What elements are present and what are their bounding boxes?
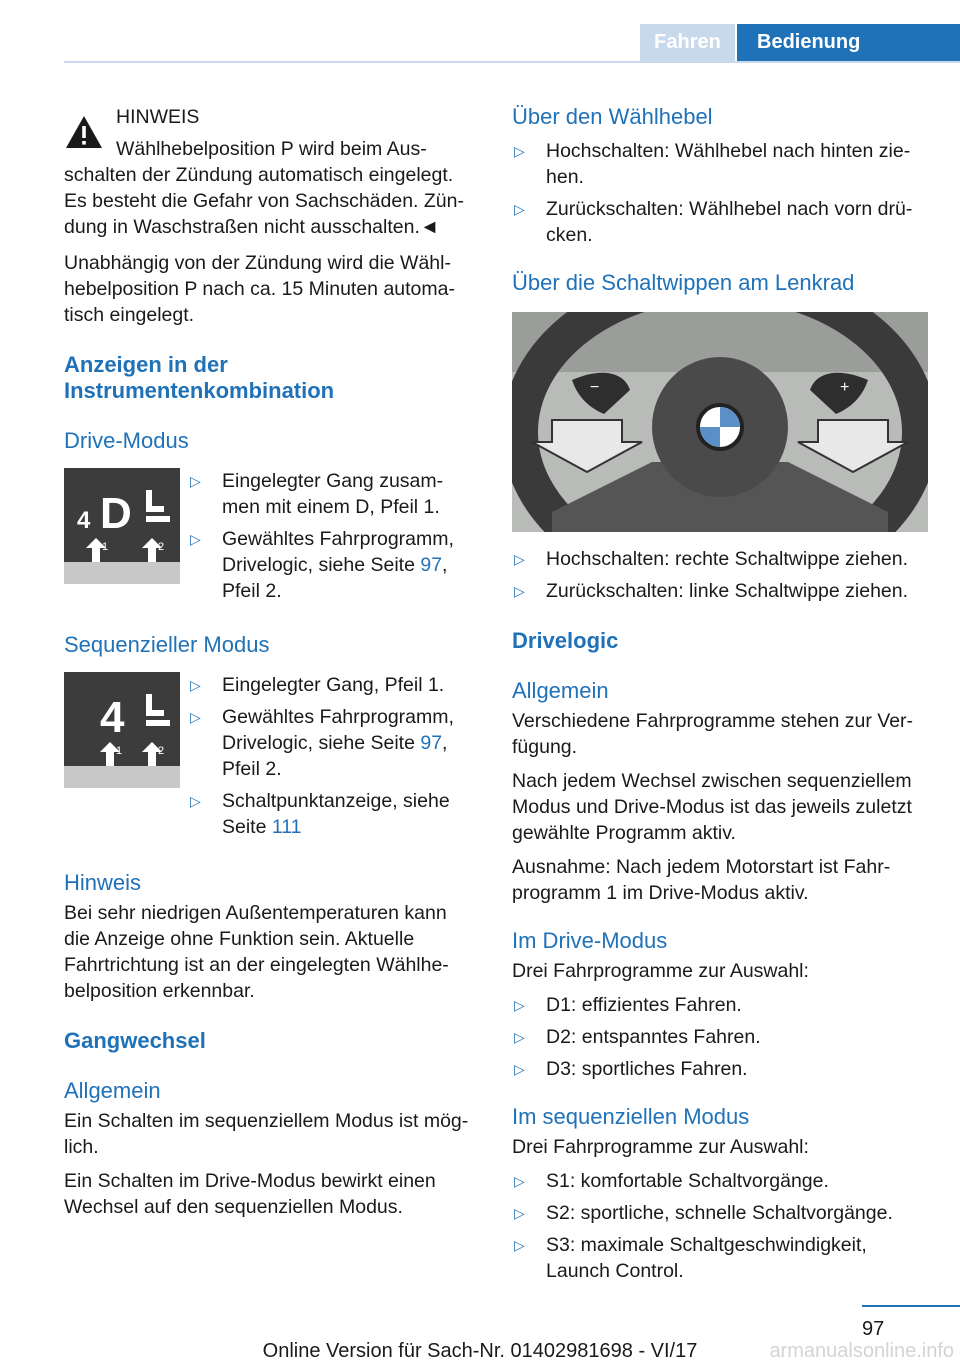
seq-display-image [64, 672, 180, 788]
footer-rule [862, 1305, 960, 1307]
drive-list [188, 468, 478, 604]
seq-display-gear: 4 [100, 693, 125, 742]
gang-text-2: Ein Schalten im Drive-Modus bewirkt einen Wechsel auf den sequenziellen Modus. [64, 1170, 436, 1218]
heading-drivelogic: Drivelogic [512, 628, 619, 653]
list-item: ▷ S1: komfortable Schaltvorgänge. [514, 1170, 829, 1192]
footer-online-version: Online Version für Sach-Nr. 01402981698 - VI/17 [262, 1340, 698, 1362]
drive-section [64, 468, 474, 602]
wheel-plus: + [840, 379, 850, 396]
drive-arrow-2: 2 [158, 541, 165, 553]
list-item: ▷ Gewähltes Fahrprogramm, Drivelogic, siehe Seite 97, Pfeil 2. [190, 706, 454, 780]
imdrive-intro: Drei Fahrprogramme zur Auswahl: [512, 960, 809, 982]
wheel-minus: − [590, 379, 600, 396]
header-rule [64, 61, 960, 63]
page-link-97[interactable]: 97 [420, 554, 443, 576]
tab-bedienung[interactable]: Bedienung [737, 24, 960, 61]
page-link-97[interactable]: 97 [420, 732, 443, 754]
seq-arrow-1: 1 [116, 745, 123, 757]
intro-text: Unabhängig von der Zündung wird die Wähl-hebelposition P nach ca. 15 Minuten automa-tisch eingelegt. [64, 252, 455, 326]
list-item: ▷ S3: maximale Schaltgeschwindigkeit, Launch Control. [514, 1234, 867, 1282]
list-item: ▷ Zurückschalten: Wählhebel nach vorn drü-cken. [514, 198, 913, 246]
seq-arrow-2: 2 [158, 745, 165, 757]
list-item: ▷ Zurückschalten: linke Schaltwippe ziehen. [514, 580, 909, 602]
imseq-list [512, 1168, 930, 1284]
imseq-intro: Drei Fahrprogramme zur Auswahl: [512, 1136, 809, 1158]
list-item: ▷ Schaltpunktanzeige, siehe Seite 111 [190, 790, 450, 838]
drive-display-gear: D [100, 489, 132, 538]
heading-sequenzieller-modus: Sequenzieller Modus [64, 632, 270, 657]
watermark: armanualsonline.info [769, 1340, 954, 1362]
left-column [64, 98, 474, 1220]
page-number: 97 [862, 1318, 885, 1340]
drive-display-image [64, 468, 180, 584]
drivelogic-text-3: Ausnahme: Nach jedem Motorstart ist Fahr-programm 1 im Drive-Modus aktiv. [512, 856, 891, 904]
heading-allgemein: Allgemein [64, 1078, 161, 1103]
heading-schaltwippen: Über die Schaltwippen am Lenkrad [512, 270, 855, 295]
warning-triangle-icon [64, 114, 104, 150]
imdrive-list [512, 992, 930, 1082]
gang-text-1: Ein Schalten im sequenziellem Modus ist mög-lich. [64, 1110, 469, 1158]
warning-label: HINWEIS [116, 106, 200, 128]
list-item: ▷ D2: entspanntes Fahren. [514, 1026, 761, 1048]
list-item: ▷ Eingelegter Gang zusam-men mit einem D, Pfeil 1. [190, 470, 444, 518]
heading-drive-modus: Drive-Modus [64, 428, 189, 453]
heading-hinweis: Hinweis [64, 870, 142, 895]
heading-im-seq-modus: Im sequenziellen Modus [512, 1104, 750, 1129]
drivelogic-text-1: Verschiedene Fahrprogramme stehen zur Ver-fügung. [512, 710, 914, 758]
steering-wheel-image [512, 312, 928, 532]
heading-waehlhebel: Über den Wählhebel [512, 104, 713, 129]
wippen-list [512, 546, 930, 604]
heading-im-drive-modus: Im Drive-Modus [512, 928, 668, 953]
waehl-list [512, 138, 930, 248]
drivelogic-text-2: Nach jedem Wechsel zwischen sequenziellem Modus und Drive-Modus ist das jeweils zuletzt gewählte Programm aktiv. [512, 770, 912, 844]
page-link-111[interactable]: 111 [271, 816, 302, 838]
heading-allgemein-right: Allgemein [512, 678, 609, 703]
right-column [512, 98, 930, 1284]
hinweis-text: Bei sehr niedrigen Außentemperaturen kann die Anzeige ohne Funktion sein. Aktuelle Fahrtrichtung ist an der eingelegten Wählhe-belposition erkennbar. [64, 902, 449, 1002]
seq-section [64, 672, 474, 852]
list-item: ▷ Gewähltes Fahrprogramm, Drivelogic, siehe Seite 97, Pfeil 2. [190, 528, 454, 602]
drive-arrow-1: 1 [102, 541, 109, 553]
seq-list [188, 672, 478, 840]
list-item: ▷ S2: sportliche, schnelle Schaltvorgänge. [514, 1202, 893, 1224]
warning-text: schalten der Zündung automatisch eingelegt. Es besteht die Gefahr von Sachschäden. Zün-dung in Waschstraßen nicht ausschalten.◄ [64, 164, 464, 238]
warning-line1: Wählhebelposition P wird beim Aus- [116, 138, 427, 160]
list-item: ▷ D1: effizientes Fahren. [514, 994, 742, 1016]
list-item: ▷ Hochschalten: rechte Schaltwippe ziehen. [514, 548, 909, 570]
tab-fahren[interactable]: Fahren [640, 24, 735, 61]
list-item: ▷ D3: sportliches Fahren. [514, 1058, 748, 1080]
heading-anzeigen: Anzeigen in der Instrumentenkombination [64, 352, 335, 403]
heading-gangwechsel: Gangwechsel [64, 1028, 206, 1053]
list-item: ▷ Hochschalten: Wählhebel nach hinten zie-hen. [514, 140, 911, 188]
warning-box [64, 104, 474, 162]
list-item: ▷ Eingelegter Gang, Pfeil 1. [190, 674, 445, 696]
drive-display-num: 4 [77, 507, 91, 534]
